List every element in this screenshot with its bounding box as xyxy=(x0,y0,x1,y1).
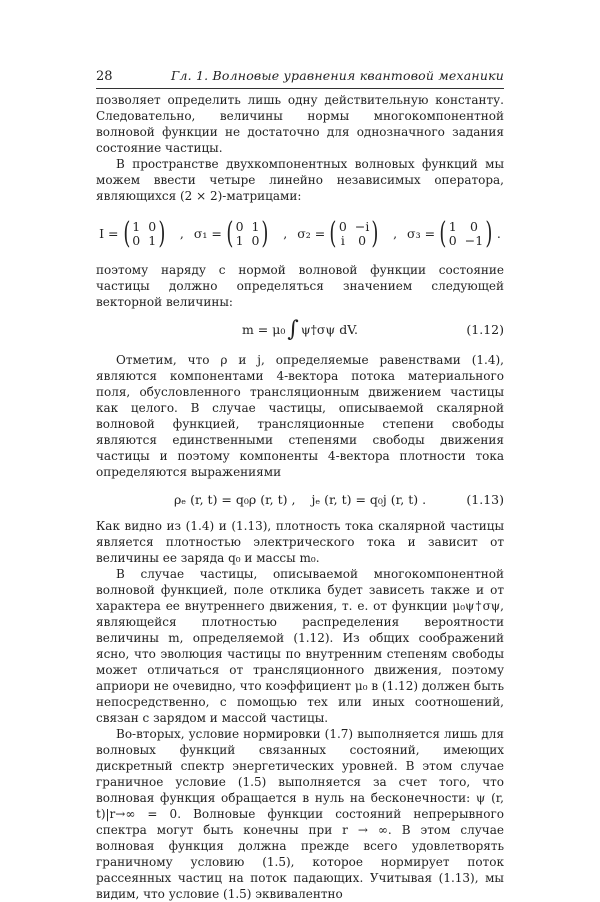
paragraph-1: позволяет определить лишь одну действительную константу. Следовательно, величины нормы многокомпонентной волновой функции не достаточно для однозначного задания состояние частицы. xyxy=(96,93,504,155)
matrix-cell: 1 xyxy=(251,219,260,234)
sigma1-matrix: ( 0 1 1 0 ) xyxy=(226,216,269,251)
matrix-cell: 1 xyxy=(148,233,157,248)
pauli-matrices-equation xyxy=(96,212,504,256)
current-density-expression: jₑ (r, t) = q₀j (r, t) . xyxy=(311,492,427,507)
matrix-cell: 0 xyxy=(448,233,457,248)
sigma2-matrix: ( 0 −i i 0 ) xyxy=(329,216,379,251)
sigma2-label: σ₂ = xyxy=(297,226,326,241)
paragraph-7: Во-вторых, условие нормировки (1.7) выполняется лишь для волновых функций связанных состояний, имеющих дискретный спектр энергетических уровней. В этом случае граничное условие (1.5) выполняется за счет того, что волновая функция обращается в нуль на бесконечности: ψ (r, t)|r→∞ = 0. Волновые функции состояний непрерывного спектра могут быть конечны при r → ∞. В этом случае волновая функция должна прежде всего удовлетворять граничному условию (1.5), которое нормирует поток рассеянных частиц на поток падающих. Учитывая (1.13), мы видим, что условие (1.5) эквивалентно xyxy=(96,727,504,901)
sigma1-label: σ₁ = xyxy=(193,226,222,241)
matrix-cell: 0 xyxy=(469,219,478,234)
paragraph-2: В пространстве двухкомпонентных волновых функций мы можем ввести четыре линейно независимых оператора, являющихся (2 × 2)-матрицами: xyxy=(96,157,504,203)
separator: , xyxy=(283,226,288,241)
paragraph-3: поэтому наряду с нормой волновой функции состояние частицы должно определяться значением следующей векторной величины: xyxy=(96,263,504,309)
charge-density-expression: ρₑ (r, t) = q₀ρ (r, t) , xyxy=(173,492,296,507)
paragraph-6: В случае частицы, описываемой многокомпонентной волновой функцией, поле отклика будет зависеть также и от характера ее внутреннего движения, т. е. от функции μ₀ψ†σψ, являющейся плотностью распределения вероятности величины m, определяемой (1.12). Из общих соображений ясно, что эволюция частицы по внутренним степеням свободы может отличаться от трансляционного движения, поэтому априори не очевидно, что коэффициент μ₀ в (1.12) должен быть непосредственно, с помощью тех или иных соотношений, связан с зарядом и массой частицы. xyxy=(96,567,504,725)
matrix-cell: 0 xyxy=(338,219,347,234)
equation-number: (1.12) xyxy=(466,322,504,337)
matrix-cell: 0 xyxy=(358,233,367,248)
equation-lhs: m = μ₀ xyxy=(241,322,286,337)
separator: , xyxy=(393,226,398,241)
sigma3-matrix: ( 1 0 0 −1 ) xyxy=(439,216,493,251)
matrix-cell: 0 xyxy=(235,219,244,234)
running-head: Гл. 1. Волновые уравнения квантовой механики xyxy=(171,68,504,83)
identity-label: I = xyxy=(99,226,119,241)
matrix-cell: 0 xyxy=(132,233,141,248)
integral-sign: ∫ xyxy=(287,317,299,342)
separator: , xyxy=(179,226,184,241)
paragraph-5: Как видно из (1.4) и (1.13), плотность тока скалярной частицы является плотностью электрического тока и зависит от величины ее заряда q₀ и массы m₀. xyxy=(96,519,504,565)
equation-number: (1.13) xyxy=(466,492,504,507)
matrix-cell: −1 xyxy=(464,233,484,248)
matrix-cell: 1 xyxy=(235,233,244,248)
matrix-cell: i xyxy=(340,233,345,248)
matrix-cell: 0 xyxy=(251,233,260,248)
matrix-cell: 1 xyxy=(448,219,457,234)
matrix-cell: 1 xyxy=(132,219,141,234)
matrix-cell: 0 xyxy=(148,219,157,234)
equation-1-12 xyxy=(96,316,504,344)
sigma3-label: σ₃ = xyxy=(407,226,436,241)
identity-matrix: ( 1 0 0 1 ) xyxy=(122,216,166,251)
equation-rhs: ψ†σψ dV. xyxy=(300,322,359,337)
page-body xyxy=(96,92,504,902)
matrix-cell: −i xyxy=(354,219,370,234)
page-number: 28 xyxy=(96,69,113,84)
paragraph-4: Отметим, что ρ и j, определяемые равенствами (1.4), являются компонентами 4-вектора потока материального поля, обусловленного трансляционным движением частицы как целого. В случае частицы, описываемой скалярной волновой функцией, трансляционные степени свободы являются единственными степенями свободы движения частицы и поэтому компоненты 4-вектора плотности тока определяются выражениями xyxy=(96,353,504,479)
equation-end-period: . xyxy=(496,226,501,241)
equation-1-13 xyxy=(96,488,504,512)
page-header xyxy=(96,68,504,89)
